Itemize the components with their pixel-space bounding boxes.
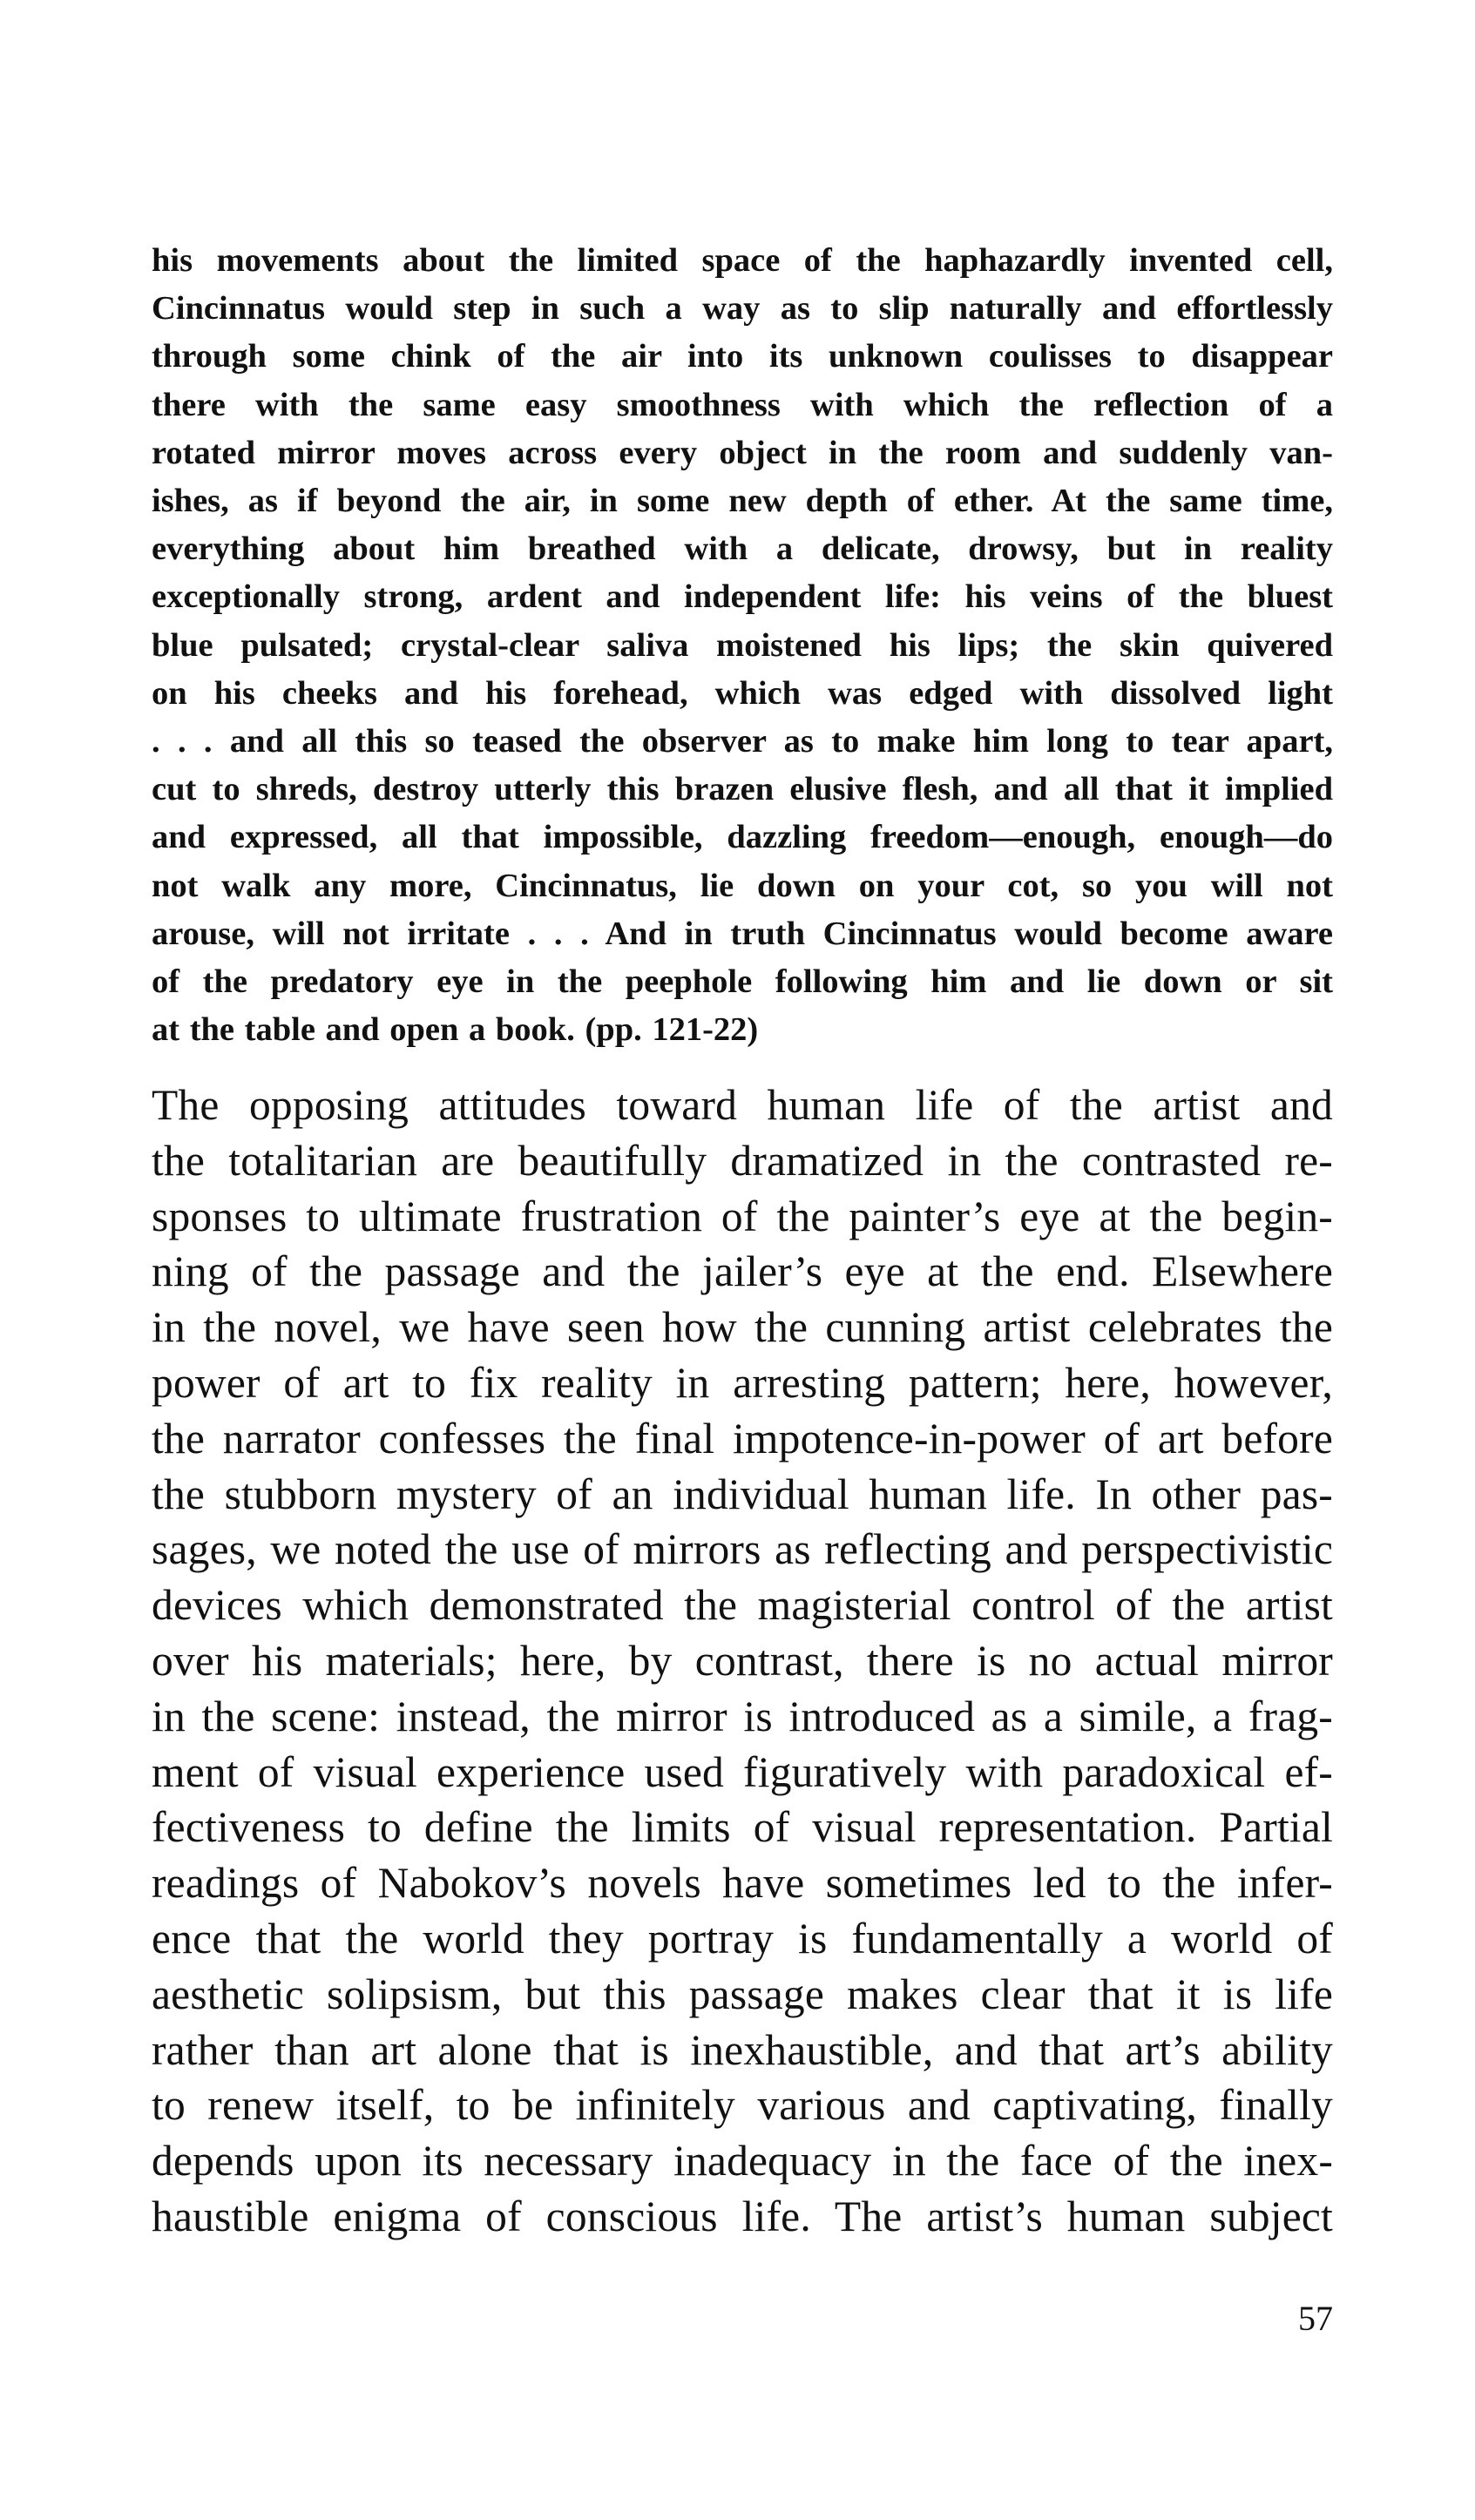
quote-line: Cincinnatus would step in such a way as to slip naturally and effortlessly bbox=[152, 290, 1333, 328]
quote-line: . . . and all this so teased the observer as to make him long to tear apart, bbox=[152, 723, 1333, 760]
quote-line: exceptionally strong, ardent and independent life: his veins of the bluest bbox=[152, 578, 1333, 616]
quote-line: blue pulsated; crystal-clear saliva moistened his lips; the skin quivered bbox=[152, 626, 1333, 664]
paragraph-line: sages, we noted the use of mirrors as reflecting and perspectivistic bbox=[152, 1525, 1333, 1574]
page-number: 57 bbox=[1298, 2299, 1333, 2338]
quote-line: and expressed, all that impossible, dazzling freedom—enough, enough—do bbox=[152, 819, 1333, 856]
paragraph-line: depends upon its necessary inadequacy in the face of the inex- bbox=[152, 2137, 1333, 2186]
quote-line: rotated mirror moves across every object in the room and suddenly van- bbox=[152, 434, 1333, 471]
paragraph-line: ment of visual experience used figuratively with paradoxical ef- bbox=[152, 1747, 1333, 1796]
quote-line: there with the same easy smoothness with which the reflection of a bbox=[152, 386, 1333, 423]
quote-line: his movements about the limited space of the haphazardly invented cell, bbox=[152, 242, 1333, 279]
block-quote bbox=[152, 237, 1333, 1054]
quote-line: of the predatory eye in the peephole following him and lie down or sit bbox=[152, 963, 1333, 1001]
paragraph-line: devices which demonstrated the magisterial control of the artist bbox=[152, 1581, 1333, 1630]
paragraph-line: power of art to fix reality in arresting pattern; here, however, bbox=[152, 1358, 1333, 1407]
paragraph-line: sponses to ultimate frustration of the painter’s eye at the begin- bbox=[152, 1192, 1333, 1240]
paragraph-line: in the novel, we have seen how the cunning artist celebrates the bbox=[152, 1303, 1333, 1352]
quote-line: everything about him breathed with a delicate, drowsy, but in reality bbox=[152, 530, 1333, 568]
paragraph-line: the totalitarian are beautifully dramatized in the contrasted re- bbox=[152, 1136, 1333, 1185]
paragraph-line: aesthetic solipsism, but this passage makes clear that it is life bbox=[152, 1969, 1333, 2018]
paragraph-line: haustible enigma of conscious life. The artist’s human subject bbox=[152, 2192, 1333, 2240]
quote-line: at the table and open a book. (pp. 121-22) bbox=[152, 1011, 759, 1049]
paragraph-line: ning of the passage and the jailer’s eye at the end. Elsewhere bbox=[152, 1247, 1333, 1296]
quote-line: on his cheeks and his forehead, which was edged with dissolved light bbox=[152, 674, 1333, 712]
paragraph-line: rather than art alone that is inexhaustible, and that art’s ability bbox=[152, 2025, 1333, 2074]
paragraph-line: to renew itself, to be infinitely various and captivating, finally bbox=[152, 2081, 1333, 2130]
paragraph-line: over his materials; here, by contrast, there is no actual mirror bbox=[152, 1636, 1333, 1685]
paragraph-line: fectiveness to define the limits of visual representation. Partial bbox=[152, 1803, 1333, 1852]
paragraph-line: in the scene: instead, the mirror is introduced as a simile, a frag- bbox=[152, 1692, 1333, 1740]
quote-line: arouse, will not irritate . . . And in truth Cincinnatus would become aware bbox=[152, 915, 1333, 952]
quote-line: not walk any more, Cincinnatus, lie down on your cot, so you will not bbox=[152, 867, 1333, 904]
paragraph-line: readings of Nabokov’s novels have sometimes led to the infer- bbox=[152, 1859, 1333, 1908]
quote-line: through some chink of the air into its unknown coulisses to disappear bbox=[152, 338, 1333, 375]
body-paragraph bbox=[152, 1078, 1333, 2245]
paragraph-line: The opposing attitudes toward human life of the artist and bbox=[152, 1081, 1333, 1129]
paragraph-line: the narrator confesses the final impotence-in-power of art before bbox=[152, 1414, 1333, 1463]
quote-line: ishes, as if beyond the air, in some new depth of ether. At the same time, bbox=[152, 483, 1333, 520]
quote-line: cut to shreds, destroy utterly this brazen elusive flesh, and all that it implied bbox=[152, 771, 1333, 808]
paragraph-line: ence that the world they portray is fundamentally a world of bbox=[152, 1914, 1333, 1963]
paragraph-line: the stubborn mystery of an individual human life. In other pas- bbox=[152, 1469, 1333, 1518]
